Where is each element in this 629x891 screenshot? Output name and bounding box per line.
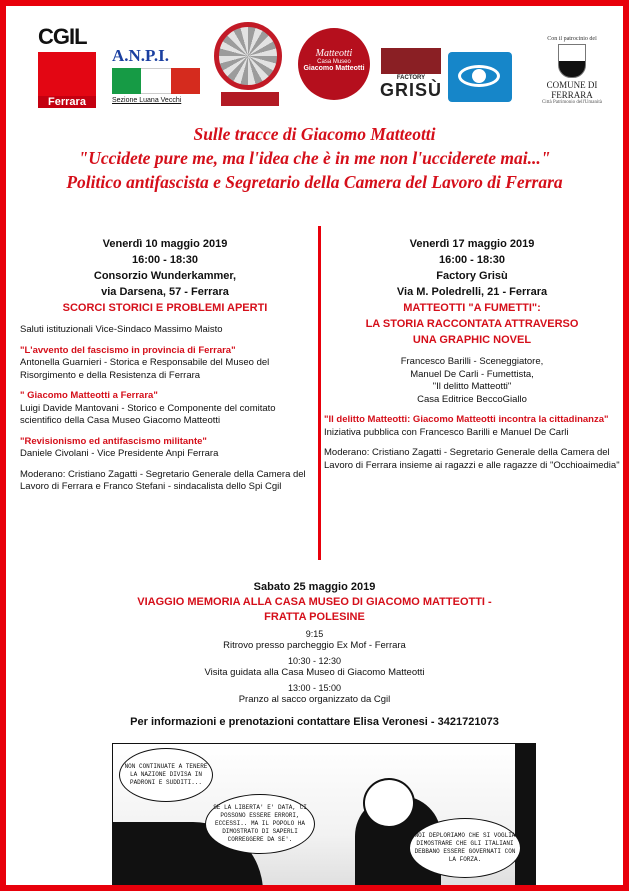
italian-flag-icon: [112, 68, 200, 94]
anpi-section: Sezione Luana Vecchi: [112, 97, 182, 104]
building-icon: [381, 48, 441, 74]
event1-talk3-speaker: Daniele Civolani - Vice Presidente Anpi Ferrara: [20, 448, 219, 459]
cgil-word: CGIL: [38, 24, 87, 49]
event2-authors-1: Francesco Barilli - Sceneggiatore,: [400, 356, 544, 367]
title-quote: "Uccidete pure me, ma l'idea che è in me non l'ucciderete mai...": [78, 148, 551, 168]
speech-bubble-3: NOI DEPLORIAMO CHE SI VOGLIA DIMOSTRARE CHE GLI ITALIANI DEBBANO ESSERE GOVERNATI CON LA FORZA.: [409, 818, 521, 878]
event1-date: Venerdì 10 maggio 2019: [102, 238, 228, 250]
graphic-novel-panel: [112, 743, 536, 891]
grisu-factory: FACTORY: [396, 75, 426, 81]
event-titles: [6, 122, 623, 194]
event3-desc-3: Pranzo al sacco organizzato da Cgil: [238, 694, 391, 705]
event3-title-2: FRATTA POLESINE: [264, 611, 365, 623]
event3-date: Sabato 25 maggio 2019: [253, 581, 376, 593]
title-line-3: Politico antifascista e Segretario della Camera del Lavoro di Ferrara: [66, 172, 563, 192]
event1-moderators: Moderano: Cristiano Zagatti - Segretario Generale della Camera del Lavoro di Ferrara e Franco Stefani - sindacalista dello Spi Cgil: [20, 468, 306, 492]
anpi-logo: [112, 46, 200, 110]
museo-person: Giacomo Matteotti: [303, 65, 365, 72]
event1-talk3-title: "Revisionismo ed antifascismo militante": [20, 435, 207, 447]
occhioaimedia-eye-logo: [448, 52, 512, 102]
anpi-name: A.N.P.I.: [112, 46, 169, 65]
logo-strip: [24, 22, 614, 112]
event3-time-3: 13:00 - 15:00: [287, 683, 342, 693]
event-may-17: [324, 236, 620, 472]
event2-publisher: Casa Editrice BeccoGiallo: [417, 393, 527, 405]
event3-time-1: 9:15: [305, 629, 324, 639]
event2-time: 16:00 - 18:30: [438, 254, 506, 266]
commemorative-badge-logo: [214, 22, 286, 110]
column-divider: [318, 226, 321, 560]
museo-signature: Matteotti: [315, 48, 353, 59]
comune-subtitle: Città Patrimonio dell'Umanità: [541, 100, 603, 105]
event2-venue: Factory Grisù: [436, 270, 508, 282]
contact-info: Per informazioni e prenotazioni contattare Elisa Veronesi - 3421721073: [130, 716, 499, 728]
event2-theme-2: LA STORIA RACCONTATA ATTRAVERSO: [365, 318, 579, 330]
event1-time: 16:00 - 18:30: [131, 254, 199, 266]
speech-bubble-2: SE LA LIBERTA' E' DATA, CI POSSONO ESSERE ERRORI, ECCESSI.. MA IL POPOLO HA DIMOSTRATO DI SAPERLI CORREGGERE DA SE'.: [205, 794, 315, 854]
event2-theme-1: MATTEOTTI "A FUMETTI":: [403, 302, 541, 314]
speech-bubble-1: NON CONTINUATE A TENERE LA NAZIONE DIVISA IN PADRONI E SUDDITI...: [119, 748, 213, 802]
event2-authors-2: Manuel De Carli - Fumettista,: [410, 368, 534, 380]
event2-authors-3: "Il delitto Matteotti": [432, 381, 512, 392]
cgil-city: Ferrara: [38, 96, 96, 108]
comic-speaker-head: [363, 778, 415, 828]
event2-moderators: Moderano: Cristiano Zagatti - Segretario Generale della Camera del Lavoro di Ferrara insieme ai ragazzi e alle ragazze di "Occhioaimedia": [324, 447, 620, 471]
event1-talk1-speaker: Antonella Guarnieri - Storica e Responsabile del Museo del Risorgimento e della Resistenza di Ferrara: [20, 357, 270, 381]
event3-desc-1: Ritrovo presso parcheggio Ex Mof - Ferrara: [223, 640, 406, 651]
factory-grisu-logo: [376, 48, 446, 108]
event1-theme: SCORCI STORICI E PROBLEMI APERTI: [62, 302, 268, 314]
event2-date: Venerdì 17 maggio 2019: [409, 238, 535, 250]
event3-desc-2: Visita guidata alla Casa Museo di Giacomo Matteotti: [204, 667, 425, 678]
patrocinio-text: Con il patrocinio del: [547, 36, 597, 42]
event1-address: via Darsena, 57 - Ferrara: [101, 286, 229, 298]
event1-greetings: Saluti istituzionali Vice-Sindaco Massimo Maisto: [20, 324, 223, 335]
event2-talk-text: Iniziativa pubblica con Francesco Barilli e Manuel De Carli: [324, 426, 569, 438]
event1-talk1-title: "L'avvento del fascismo in provincia di Ferrara": [20, 344, 236, 356]
casa-museo-logo: [298, 28, 370, 100]
event2-address: Via M. Poledrelli, 21 - Ferrara: [396, 286, 548, 298]
event3-time-2: 10:30 - 12:30: [287, 656, 342, 666]
cgil-logo: [38, 24, 98, 108]
event2-theme-3: UNA GRAPHIC NOVEL: [412, 334, 532, 346]
event-may-25: [6, 580, 623, 728]
event1-venue: Consorzio Wunderkammer,: [93, 270, 237, 282]
comune-name: COMUNE DI FERRARA: [546, 80, 598, 100]
event1-talk2-speaker: Luigi Davide Mantovani - Storico e Componente del comitato scientifico della Casa Museo Giacomo Matteotti: [20, 402, 276, 426]
grisu-name: GRISÙ: [379, 80, 442, 100]
eye-pupil-icon: [472, 69, 486, 83]
ferrara-shield-icon: [558, 44, 586, 78]
badge-emblem-icon: [214, 22, 282, 90]
title-line-1: Sulle tracce di Giacomo Matteotti: [193, 124, 436, 144]
event3-title-1: VIAGGIO MEMORIA ALLA CASA MUSEO DI GIACOMO MATTEOTTI -: [137, 596, 492, 608]
event1-talk2-title: " Giacomo Matteotti a Ferrara": [20, 390, 158, 401]
comic-right-shadow: [515, 744, 535, 891]
event2-talk-title: "Il delitto Matteotti: Giacomo Matteotti incontra la cittadinanza": [324, 414, 609, 425]
museo-name: Casa Museo: [317, 59, 351, 65]
event-may-10: [20, 236, 310, 494]
badge-ribbon: [221, 92, 279, 106]
comune-ferrara-logo: [526, 36, 618, 112]
